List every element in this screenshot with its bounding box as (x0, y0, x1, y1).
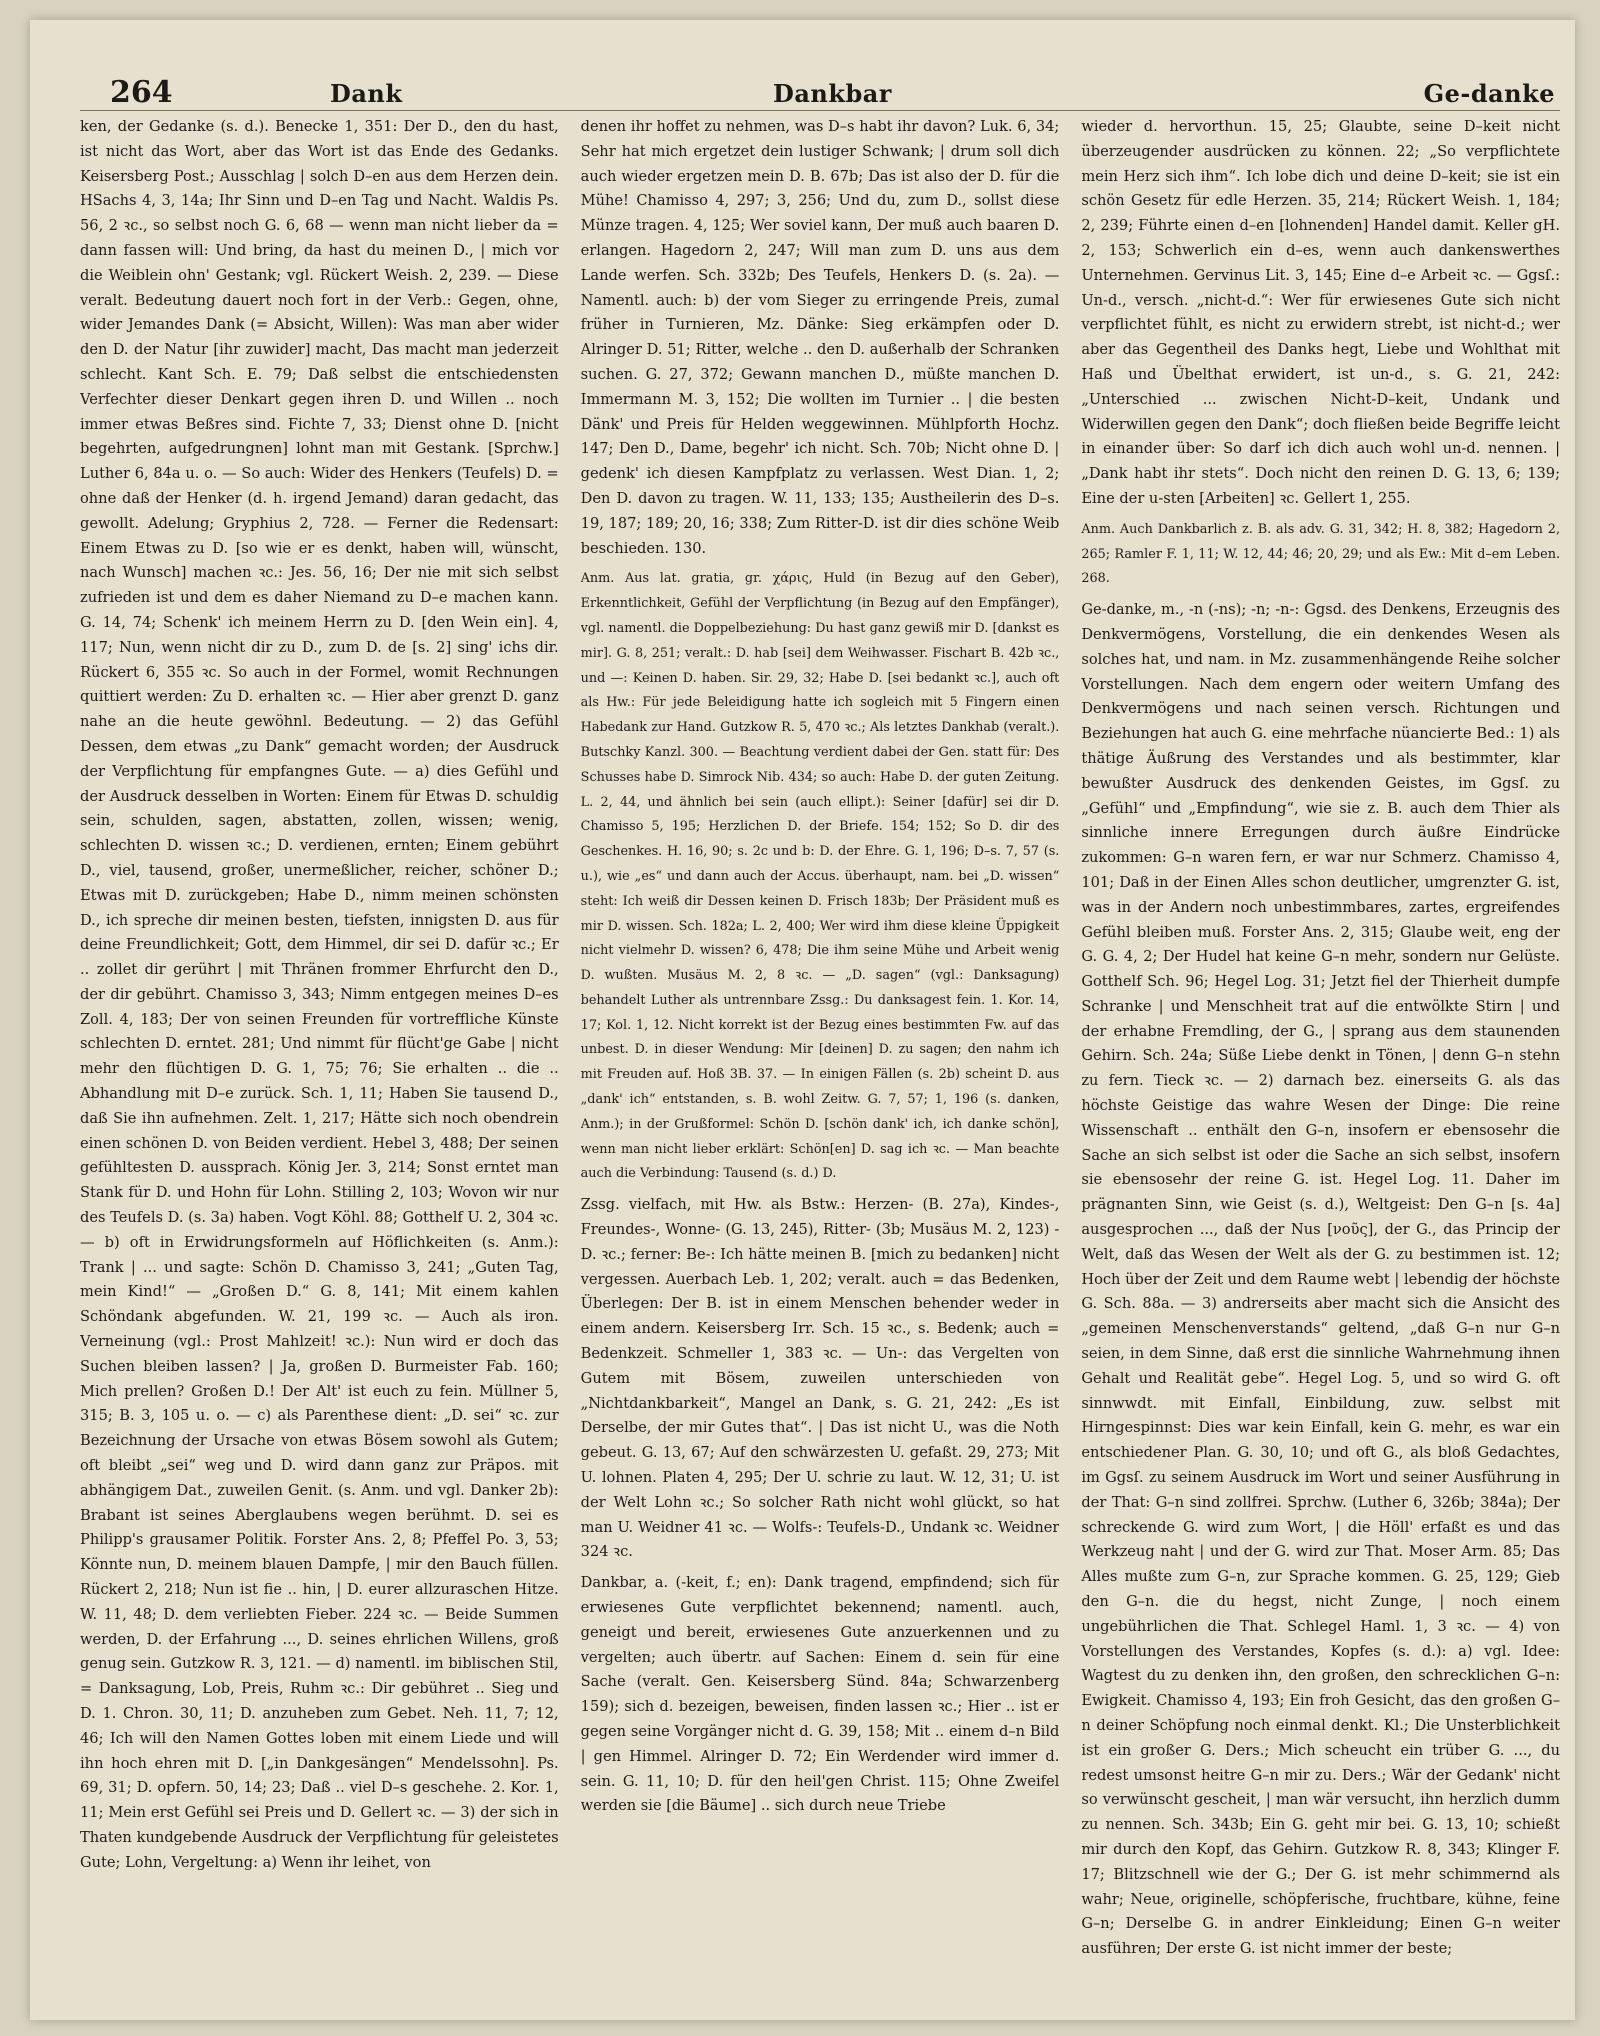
column-2-paragraph-1: denen ihr hoffet zu nehmen, was D–s habt ihr davon? Luk. 6, 34; Sehr hat mich ergetzet dein lustiger Schwank; | drum soll dich auch wieder ergetzen mein D. B. 67b; Das ist also der D. für die Mühe! Chamisso 4, 297; 3, 256; Und du, zum D., sollst diese Münze tragen. 4, 125; Wer soviel kann, Der muß auch baaren D. erlangen. Hagedorn 2, 247; Will man zum D. uns aus dem Lande werfen. Sch. 332b; Des Teufels, Henkers D. (s. 2a). — Namentl. auch: b) der vom Sieger zu erringende Preis, zumal früher in Turnieren, Mz. Dänke: Sieg erkämpfen oder D. Alringer D. 51; Ritter, welche .. den D. außerhalb der Schranken suchen. G. 27, 372; Gewann manchen D., müßte manchen D. Immermann M. 3, 152; Die wollten im Turnier .. | die besten Dänk' und Preis für Helden weggewinnen. Mühlpforth Hochz. 147; Den D., Dame, begehr' ich nicht. Sch. 70b; Nicht ohne D. | gedenk' ich diesen Kampfplatz zu verlassen. West Dian. 1, 2; Den D. davon zu tragen. W. 11, 133; 135; Austheilerin des D–s. 19, 187; 189; 20, 16; 338; Zum Ritter-D. ist dir dies schöne Weib beschieden. 130. (580, 118, 1060, 557)
column-2-entry-dankbar: Dankbar, a. (-keit, f.; en): Dank tragend, empfindend; sich für erwiesenes Gute verpflichtet bekennend; namentl. auch, geneigt und bereit, erwiesenes Gute anzuerkennen und zu vergelten; auch übertr. auf Sachen: Einem d. sein für eine Sache (veralt. Gen. Keisersberg Sünd. 84a; Schwarzenberg 159); sich d. bezeigen, beweisen, finden lassen ꝛc.; Hier .. ist er gegen seine Vorgänger nicht d. G. 39, 158; Mit .. einem d–n Bild | gen Himmel. Alringer D. 72; Ein Werdender wird immer d. sein. G. 11, 10; D. für den heil'gen Christ. 115; Ohne Zweifel werden sie [die Bäume] .. sich durch neue Triebe (580, 1574, 1060, 1815)
column-3-entry-gedanke: Ge-danke, m., -n (-ns); -n; -n-: Ggsd. des Denkens, Erzeugnis des Denkvermögens, Vorstellung, die ein denkendes Wesen als solches hat, und nam. in Mz. zusammenhängende Reihe solcher Vorstellungen. Nach dem engern oder weitern Umfang des Denkvermögens und nach seinen versch. Richtungen und Beziehungen hat auch G. eine mehrfache nüancierte Bed.: 1) als thätige Äußrung des Verstandes und als bestimmter, klar bewußter Ausdruck des denkenden Geistes, im Ggsſ. zu „Gefühl“ und „Empfindung“, wie sie z. B. auch dem Thier als sinnliche innere Erregungen durch äußre Eindrücke zukommen: G–n waren fern, er war nur Schmerz. Chamisso 4, 101; Daß in der Einen Alles schon deutlicher, umgrenzter G. ist, was in der Andern noch unbestimmbares, zartes, ergreifendes Gefühl bleiben muß. Forster Ans. 2, 315; Glaube weit, eng der G. G. 4, 2; Der Hudel hat keine G–n mehr, sondern nur Gelüste. Gotthelf Sch. 96; Hegel Log. 31; Jetzt fiel der Thierheit dumpfe Schranke | und Menschheit trat auf die entwölkte Stirn | und der erhabne Fremdling, der G., | sprang aus dem staunenden Gehirn. Sch. 24a; Süße Liebe denkt in Tönen, | denn G–n stehn zu fern. Tieck ꝛc. — 2) darnach bez. einerseits G. als das höchste Geistige das wahre Wesen der Dinge: Die reine Wissenschaft .. enthält den G–n, insofern er ebensosehr die Sache an sich selbst ist oder die Sache an sich selbst, insofern sie ebensosehr der reine G. ist. Hegel Log. 11. Daher im prägnanten Sinn, wie Geist (s. d.), Weltgeist: Den G–n [s. 4a] ausgesprochen ..., daß der Nus [νοῦς], der G., das Princip der Welt, daß das Wesen der Welt als der G. zu bestimmen ist. 12; Hoch über der Zeit und dem Raume webt | lebendig der höchste G. Sch. 88a. — 3) andrerseits aber macht sich die Ansicht des „gemeinen Menschenverstands“ geltend, „daß G–n nur G–n seien, in dem Sinne, daß erst die sinnliche Wahrnehmung ihnen Gehalt und Realität gebe“. Hegel Log. 5, und so wird G. oft sinnwwdt. mit Einfall, Einbildung, zuw. selbst mit Hirngespinnst: Dies war kein Einfall, kein G. mehr, es war ein entschiedener Plan. G. 30, 10; und oft G., als bloß Gedachtes, im Ggsſ. zu seinem Ausdruck im Wort und seiner Ausführung in der That: G–n sind zollfrei. Sprchw. (Luther 6, 326b; 384a); Der schreckende G. wird zum Wort, | die Höll' erfaßt es und das Werkzeug naht | und der G. wird zur That. Moser Arm. 85; Das Alles mußte zum G–n, zur Sprache kommen. G. 25, 129; Gieb den G–n. die du hegst, nicht Zunge, | noch einem ungebührlichen die That. Schlegel Haml. 1, 3 ꝛc. — 4) von Vorstellungen des Verstandes, Kopfes (s. d.): a) vgl. Idee: Wagtest du zu denken ihn, den großen, den schrecklichen G–n: Ewigkeit. Chamisso 4, 193; Ein froh Gesicht, das den großen G–n deiner Schöpfung noch einmal denkt. Kl.; Die Unsterblichkeit ist ein großer G. Ders.; Mich scheucht ein trüber G. ..., du redest umsonst heitre G–n mir zu. Ders.; Wär der Gedank' nicht so verwünscht gescheit, | man wär versucht, ihn herzlich dumm zu nennen. Sch. 343b; Ein G. geht mir bei. G. 13, 10; schießt mir durch den Kopf, das Gehirn. Gutzkow R. 8, 343; Klinger F. 17; Blitzschnell wie der G.; Der G. ist mehr schimmernd als wahr; Neue, originelle, schöpferische, fruchtbare, kühne, feine G–n; Derselbe G. in andrer Einkleidung; Einen G–n weiter ausführen; Der erste G. ist nicht immer der beste; (1081, 601, 1561, 1958)
column-2 (581, 115, 1060, 1995)
column-3-paragraph-1: wieder d. hervorthun. 15, 25; Glaubte, seine D–keit nicht überzeugender ausdrücken zu können. 22; „So verpflichtete mein Herz sich ihm“. Ich lobe dich und deine D–keit; sie ist ein schön Gesetz für edle Herzen. 35, 214; Rückert Weish. 1, 184; 2, 239; Führte einen d–en [lohnenden] Handel damit. Keller gH. 2, 153; Schwerlich ein d–es, wenn auch dankenswerthes Unternehmen. Gervinus Lit. 3, 145; Eine d–e Arbeit ꝛc. — Ggsſ.: Un-d., versch. „nicht-d.“: Wer für erwiesenes Gute sich nicht verpflichtet fühlt, es nicht zu erwidern strebt, ist nicht-d.; wer aber das Gegentheil des Danks hegt, Liebe und Wohlthat mit Haß und Übelthat erwidert, ist un-d., s. G. 21, 242: „Unterschied ... zwischen Nicht-D–keit, Undank und Widerwillen gegen den Dank“; doch fließen beide Begriffe leicht in einander über: So darf ich dich auch wohl un-d. nennen. | „Dank habt ihr stets“. Doch nicht den reinen D. G. 13, 6; 139; Eine der u-sten [Arbeiten] ꝛc. Gellert 1, 255. (1081, 118, 1561, 507)
column-3 (1081, 115, 1560, 1995)
header-rule (80, 110, 1560, 111)
column-1 (80, 115, 559, 1995)
text-columns (80, 115, 1560, 1995)
column-2-paragraph-2: Anm. Aus lat. gratia, gr. χάρις, Huld (in Bezug auf den Geber), Erkenntlichkeit, Gefühl der Verpflichtung (in Bezug auf den Empfänger), vgl. namentl. die Doppelbeziehung: Du hast ganz gewiß mir D. [dankst es mir]. G. 8, 251; veralt.: D. hab [sei] dem Weihwasser. Fischart B. 42b ꝛc., und —: Keinen D. haben. Sir. 29, 32; Habe D. [sei bedankt ꝛc.], auch oft als Hw.: Für jede Beleidigung hatte ich sogleich mit 5 Fingern einen Habedank zur Hand. Gutzkow R. 5, 470 ꝛc.; Als letztes Dankhab (veralt.). Butschky Kanzl. 300. — Beachtung verdient dabei der Gen. statt für: Des Schusses habe D. Simrock Nib. 434; so auch: Habe D. der guten Zeitung. L. 2, 44, und ähnlich bei sein (auch ellipt.): Seiner [dafür] sei dir D. Chamisso 5, 195; Herzlichen D. der Briefe. 154; 152; So D. dir des Geschenkes. H. 16, 90; s. 2c und b: D. der Ehre. G. 1, 196; D–s. 7, 57 (s. u.), wie „es“ und dann auch der Accus. überhaupt, nam. bei „D. wissen“ steht: Ich weiß dir Dessen keinen D. Frisch 183b; Der Präsident muß es mir D. wissen. Sch. 182a; L. 2, 400; Wer wird ihm diese kleine Üppigkeit nicht vielmehr D. wissen? 6, 478; Die ihm seine Mühe und Arbeit wenig D. wußten. Musäus M. 2, 8 ꝛc. — „D. sagen“ (vgl.: Danksagung) behandelt Luther als untrennbare Zssg.: Du danksagest fein. 1. Kor. 14, 17; Kol. 1, 12. Nicht korrekt ist der Bezug eines bestimmten Fw. auf das unbest. D. in dieser Wendung: Mir [deinen] D. zu sagen; den nahm ich mit Freuden auf. Hoß 3B. 37. — In einigen Fällen (s. 2b) scheint D. aus „dank' ich“ entstanden, s. B. wohl Zeitw. G. 7, 57; 1, 196 (s. danken, Anm.); in der Grußformel: Schön D. [schön dank' ich, ich danke schön], wenn man nicht lieber erklärt: Schön[en] D. sag ich ꝛc. — Man beachte auch die Verbindung: Tausend (s. d.) D. (580, 571, 1060, 1182)
page-number: 264 (110, 75, 173, 110)
running-head-right: Ge-danke (1423, 79, 1555, 108)
column-3-paragraph-2: Anm. Auch Dankbarlich z. B. als adv. G. 31, 342; H. 8, 382; Hagedorn 2, 265; Ramler F. 1, 11; W. 12, 44; 46; 20, 29; und als Ew.: Mit d–em Leben. 268. (1081, 521, 1561, 587)
running-head-center: Dankbar (773, 79, 892, 108)
column-1-paragraph-1: ken, der Gedanke (s. d.). Benecke 1, 351: Der D., den du hast, ist nicht das Wort, aber das Wort ist das Ende des Gedanks. Keisersberg Post.; Ausschlag | solch D–en aus dem Herzen dein. HSachs 4, 3, 14a; Ihr Sinn und D–en Tag und Nacht. Waldis Ps. 56, 2 ꝛc., so selbst noch G. 6, 68 — wenn man nicht lieber da = dann fassen will: Und bring, da hast du meinen D., | mich vor die Weiblein ohn' Gestank; vgl. Rückert Weish. 2, 239. — Diese veralt. Bedeutung dauert noch fort in der Verb.: Gegen, ohne, wider Jemandes Dank (= Absicht, Willen): Was man aber wider den D. der Natur [ihr zuwider] macht, Das macht man jederzeit schlecht. Kant Sch. E. 79; Daß selbst die entschiedensten Verfechter dieser Denkart gegen ihren D. und Willen .. noch immer etwas Beßres sind. Fichte 7, 33; Dienst ohne D. [nicht begehrten, aufgedrungnen] lohnt man mit Gestank. [Sprchw.] Luther 6, 84a u. o. — So auch: Wider des Henkers (Teufels) D. = ohne daß der Henker (d. h. irgend Jemand) daran gedacht, das gewollt. Adelung; Gryphius 2, 728. — Ferner die Redensart: Einem Etwas zu D. [so wie er es denkt, haben will, wünscht, nach Wunsch] machen ꝛc.: Jes. 56, 16; Der nie mit sich selbst zufrieden ist und dem es daher Niemand zu D–e machen kann. G. 14, 74; Schenk' ich meinem Herrn zu D. [den Wein ein]. 4, 117; Nun, wenn nicht dir zu D., zum D. de [s. 2] sing' ichs dir. Rückert 6, 355 ꝛc. So auch in der Formel, womit Rechnungen quittiert werden: Zu D. erhalten ꝛc. — Hier aber grenzt D. ganz nahe an die heute gewöhnl. Bedeutung. — 2) das Gefühl Dessen, dem etwas „zu Dank“ gemacht worden; der Ausdruck der Verpflichtung für empfangnes Gute. — a) dies Gefühl und der Ausdruck desselben in Worten: Einem für Etwas D. schuldig sein, schulden, sagen, abstatten, zollen, wissen; wenig, schlechten D. wissen ꝛc.; D. verdienen, ernten; Einem gebührt D., viel, tausend, großer, unermeßlicher, reicher, schöner D.; Etwas mit D. zurückgeben; Habe D., nimm meinen schönsten D., ich spreche dir meinen besten, tiefsten, innigsten D. aus für deine Freundlichkeit; Gott, dem Himmel, dir sei D. dafür ꝛc.; Er .. zollet dir gerührt | mit Thränen frommer Ehrfurcht den D., der dir gebührt. Chamisso 3, 343; Nimm entgegen meines D–es Zoll. 4, 183; Der von seinen Freunden für vortreffliche Künste schlechten D. erntet. 281; Und nimmt für flücht'ge Gabe | nicht mehr den flüchtigen D. G. 1, 75; 76; Sie erhalten .. die .. Abhandlung mit D–e zurück. Sch. 1, 11; Haben Sie tausend D., daß Sie ihn aufnehmen. Zelt. 1, 217; Hätte sich noch obendrein einen schönen D. von Beiden verdient. Hebel 3, 488; Der seinen gefühltesten D. aussprach. König Jer. 3, 214; Sonst erntet man Stank für D. und Hohn für Lohn. Stilling 2, 103; Wovon wir nur des Teufels D. (s. 3a) haben. Vogt Köhl. 88; Gotthelf U. 2, 304 ꝛc. — b) oft in Erwidrungsformeln auf Höflichkeiten (s. Anm.): Trank | ... und sagte: Schön D. Chamisso 3, 241; „Guten Tag, mein Kind!“ — „Großen D.“ G. 8, 141; Mit einem kahlen Schöndank abgefunden. W. 21, 199 ꝛc. — Auch als iron. Verneinung (vgl.: Prost Mahlzeit! ꝛc.): Nun wird er doch das Suchen bleiben lassen? | Ja, großen D. Burmeister Fab. 160; Mich prellen? Großen D.! Der Alt' ist euch zu fein. Müllner 5, 315; B. 3, 105 u. o. — c) als Parenthese dient: „D. sei“ ꝛc. zur Bezeichnung der Ursache von etwas Bösem sowohl als Gutem; oft bleibt „sei“ weg und D. wird dann ganz zur Präpos. mit abhängigem Dat., zuweilen Genit. (s. Anm. und vgl. Danker 2b): Brabant ist seines Aberglaubens wegen berühmt. D. sei es Philipp's grausamer Politik. Forster Ans. 2, 8; Pfeffel Po. 3, 53; Könnte nun, D. meinem blauen Dampfe, | mir den Bauch füllen. Rückert 2, 218; Nun ist fie .. hin, | D. eurer allzuraschen Hitze. W. 11, 48; D. dem verliebten Fieber. 224 ꝛc. — Beide Summen werden, D. der Erfahrung ..., D. seines ehrlichen Willens, groß genug sein. Gutzkow R. 3, 121. — d) namentl. im biblischen Stil, = Danksagung, Lob, Preis, Ruhm ꝛc.: Dir gebühret .. Sieg und D. 1. Chron. 30, 11; D. anzuheben zum Gebet. Neh. 11, 7; 12, 46; Ich will den Namen Gottes loben mit einem Liede und will ihn hoch ehren mit D. [„in Dankgesängen“ Mendelssohn]. Ps. 69, 31; D. opfern. 50, 14; 23; Daß .. viel D–s geschehe. 2. Kor. 1, 11; Mein erst Gefühl sei Preis und D. Gellert ꝛc. — 3) der sich in Thaten kundgebende Ausdruck der Verpflichtung für geleistetes Gute; Lohn, Vergeltung: a) Wenn ihr leihet, von (80, 118, 559, 1871)
running-head-left: Dank (330, 79, 403, 108)
column-2-paragraph-3: Zssg. vielfach, mit Hw. als Bstw.: Herzen- (B. 27a), Kindes-, Freundes-, Wonne- (G. 13, 245), Ritter- (3b; Musäus M. 2, 123) -D. ꝛc.; ferner: Be-: Ich hätte meinen B. [mich zu bedanken] nicht vergessen. Auerbach Leb. 1, 202; veralt. auch = das Bedenken, Überlegen: Der B. ist in einem Menschen behender weder in einem andern. Keisersberg Irr. Sch. 15 ꝛc., s. Bedenk; auch = Bedenkzeit. Schmeller 1, 383 ꝛc. — Un-: das Vergelten von Gutem mit Bösem, zuweilen unterschieden von „Nichtdankbarkeit“, Mangel an Dank, s. G. 21, 242: „Es ist Derselbe, der mir Gutes that“. | Das ist nicht U., was die Noth gebeut. G. 13, 67; Auf den schwärzesten U. gefaßt. 29, 273; Mit U. lohnen. Platen 4, 295; Der U. schrie zu laut. W. 12, 31; U. ist der Welt Lohn ꝛc.; So solcher Rath nicht wohl glückt, so hat man U. Weidner 41 ꝛc. — Wolfs-: Teufels-D., Undank ꝛc. Weidner 324 ꝛc. (580, 1196, 1060, 1561)
